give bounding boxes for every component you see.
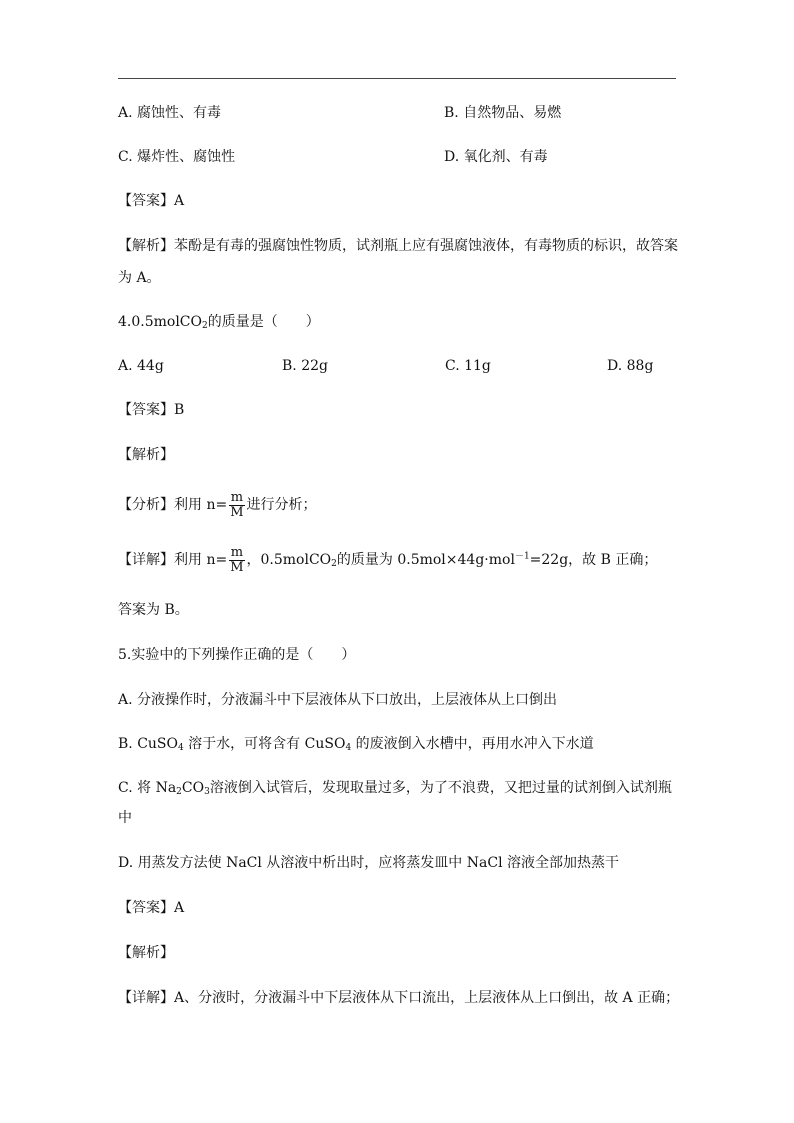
q5-option-d: D. 用蒸发方法使 NaCl 从溶液中析出时，应将蒸发皿中 NaCl 溶液全部加热蒸干 [118, 855, 619, 871]
q5-option-c: C. 将 $Na_2CO_3$溶液倒入试管后，发现取量过多，为了不浪费，又把过量的试剂倒入试剂瓶 [118, 780, 672, 797]
q4-option-a: A. 44g [118, 358, 164, 374]
q5-option-b: B. CuSO$_4$ 溶于水，可将含有 CuSO$_4$ 的废液倒入水槽中，再用水冲入下水道 [118, 736, 594, 753]
mass-fraction-detail: $\frac{m}{M}$ [230, 544, 244, 575]
q5-option-a: A. 分液操作时，分液漏斗中下层液体从下口放出，上层液体从上口倒出 [118, 692, 558, 708]
q4-jiexi-heading: 【解析】 [118, 447, 174, 463]
q4-analysis: 【分析】利用 n= $\frac{m}{M}$ 进行分析； [118, 489, 317, 520]
q3-explanation-line1: 【解析】苯酚是有毒的强腐蚀性物质，试剂瓶上应有强腐蚀液体，有毒物质的标识，故答案 [118, 238, 678, 254]
q5-jiexi-heading: 【解析】 [118, 945, 174, 961]
q5-stem: 5.实验中的下列操作正确的是（ ） [118, 647, 356, 663]
header-rule [118, 78, 676, 79]
q4-detail: 【详解】利用 n= $\frac{m}{M}$ ，0.5molCO$_2$的质量为 0.5mol×44g·mol$^{-1}$=22g，故 B 正确； [118, 544, 658, 575]
q5-detail: 【详解】A、分液时，分液漏斗中下层液体从下口流出，上层液体从上口倒出，故 A 正确； [118, 990, 680, 1006]
q4-option-d: D. 88g [607, 358, 654, 374]
q3-option-c: C. 爆炸性、腐蚀性 [118, 149, 236, 165]
q3-option-a: A. 腐蚀性、有毒 [118, 105, 222, 121]
q3-explanation-line2: 为 A。 [118, 270, 161, 286]
q4-option-b: B. 22g [282, 358, 328, 374]
q5-option-c-line2: 中 [118, 810, 132, 826]
q3-option-d: D. 氧化剂、有毒 [444, 149, 548, 165]
mass-fraction: $\frac{m}{M}$ [230, 489, 244, 520]
q3-option-b: B. 自然物品、易燃 [444, 105, 562, 121]
q5-answer: 【答案】A [118, 900, 185, 916]
q4-stem: 4.0.5molCO$_2$的质量是（ ） [118, 314, 320, 331]
q4-conclusion: 答案为 B。 [118, 602, 189, 618]
q4-option-c: C. 11g [445, 358, 491, 374]
q4-answer: 【答案】B [118, 402, 185, 418]
q3-answer: 【答案】A [118, 193, 185, 209]
